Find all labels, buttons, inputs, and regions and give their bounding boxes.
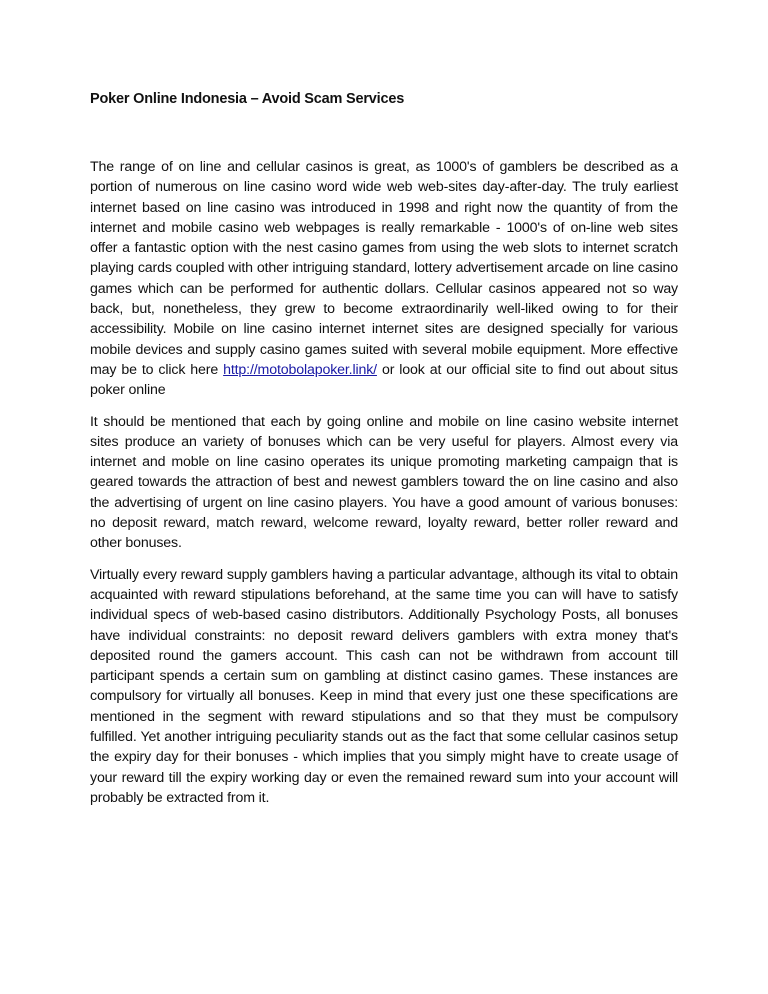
paragraph-3: Virtually every reward supply gamblers having a particular advantage, although its vital to obtain acquainted with reward stipulations beforehand, at the same time you can will have to satisfy individual specs of web-based casino distributors. Additionally Psychology Posts, all bonuses have individual constraints: no deposit reward delivers gamblers with extra money that's deposited round the gamers account. This cash can not be withdrawn from account till participant spends a certain sum on gambling at distinct casino games. These instances are compulsory for virtually all bonuses. Keep in mind that every just one these specifications are mentioned in the segment with reward stipulations and so that they must be compulsory fulfilled. Yet another intriguing peculiarity stands out as the fact that some cellular casinos setup the expiry day for their bonuses - which implies that you simply might have to create usage of your reward till the expiry working day or even the remained reward sum into your account will probably be extracted from it. [90, 566, 678, 806]
paragraph-1 [90, 157, 678, 401]
paragraph-1-text-after-link: or look at our official site to find out about situs poker online [90, 361, 678, 399]
document-page [90, 88, 678, 819]
paragraph-2: It should be mentioned that each by going online and mobile on line casino website internet sites produce an variety of bonuses which can be very useful for players. Almost every via internet and moble on line casino operates its unique promoting marketing campaign that is geared towards the attraction of best and newest gamblers toward the on line casino and also the advertising of urgent on line casino players. You have a good amount of various bonuses: no deposit reward, match reward, welcome reward, loyalty reward, better roller reward and other bonuses. [90, 413, 678, 552]
motobolapoker-link[interactable]: http://motobolapoker.link/ [223, 361, 377, 378]
paragraph-1-text-before-link: The range of on line and cellular casinos is great, as 1000's of gamblers be described as a portion of numerous on line casino word wide web web-sites day-after-day. The truly earliest internet based on line casino was introduced in 1998 and right now the quantity of from the internet and mobile casino web webpages is really remarkable - 1000's of on-line web sites offer a fantastic option with the nest casino games from using the web slots to internet scratch playing cards coupled with other intriguing standard, lottery advertisement arcade on line casino games which can be performed for authentic dollars. Cellular casinos appeared not so way back, but, nonetheless, they grew to become extraordinarily well-liked owing to for their accessibility. Mobile on line casino internet internet sites are designed specially for various mobile devices and supply casino games suited with several mobile equipment. More effective may be to click here [90, 159, 678, 378]
document-title: Poker Online Indonesia – Avoid Scam Services [90, 91, 405, 107]
